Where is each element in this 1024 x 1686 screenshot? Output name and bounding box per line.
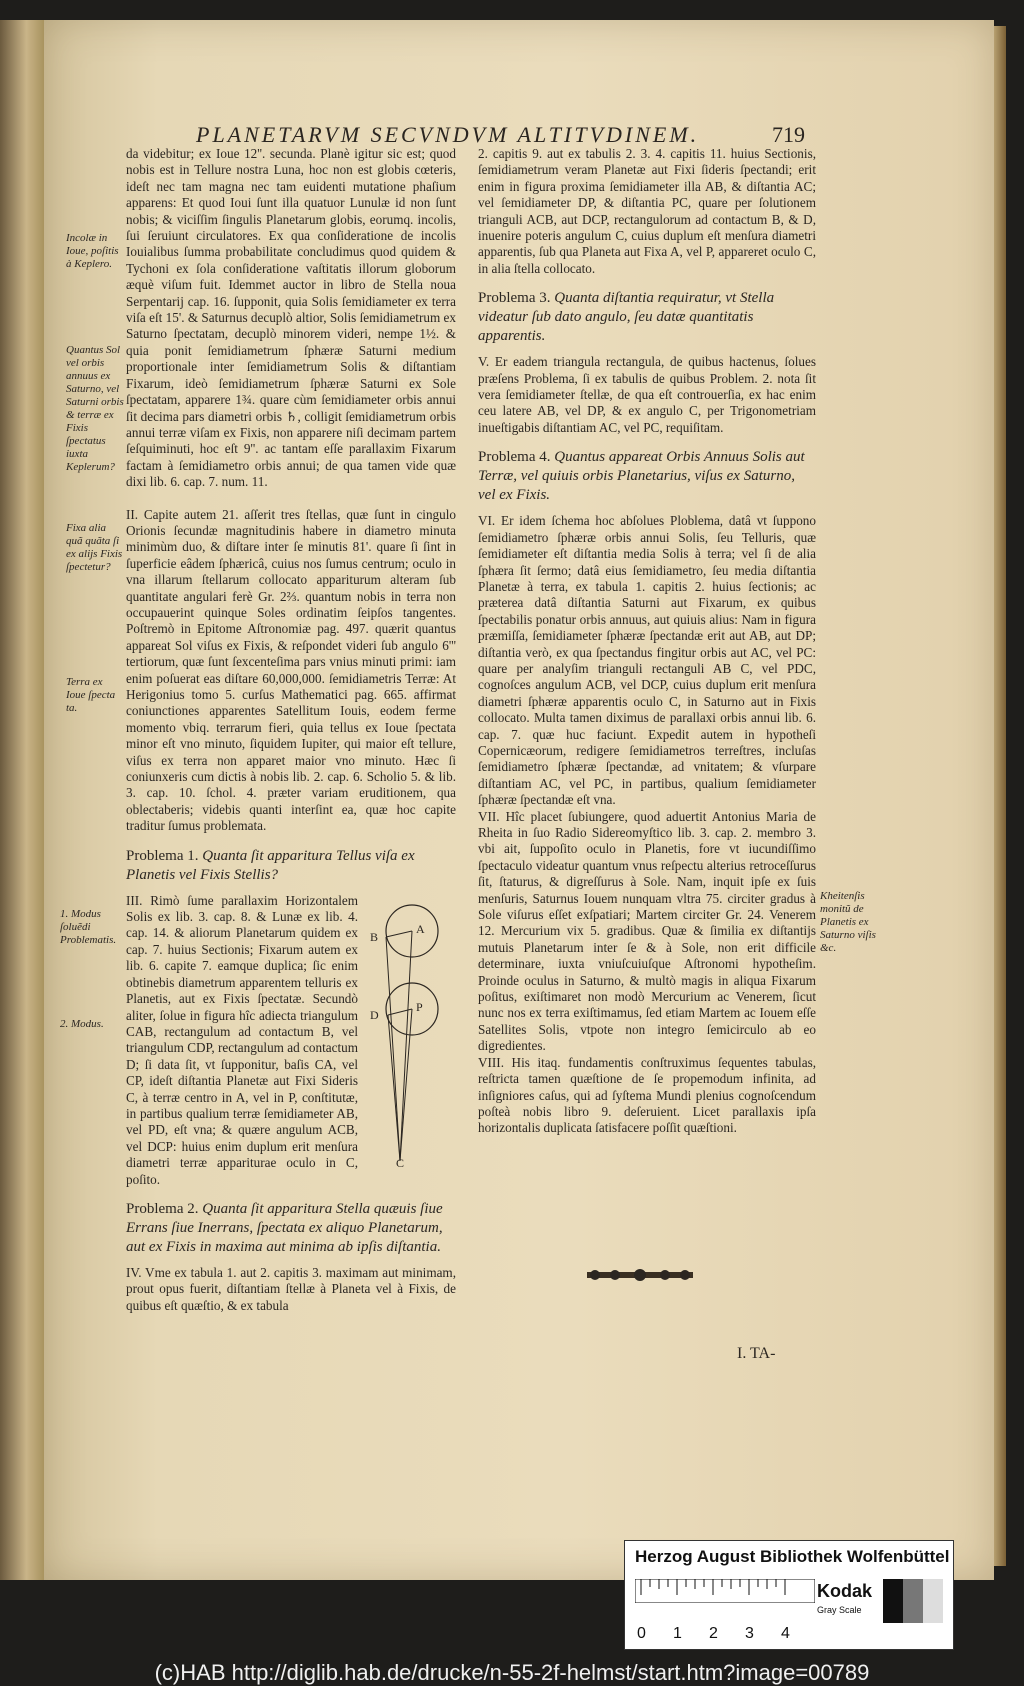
problem-4-question: Quantus appareat Orbis Annuus Solis aut Terræ, vel quiuis orbis Planetarius, viſus ex Saturno, vel ex Fixis. bbox=[478, 449, 805, 504]
kodak-logo: Kodak bbox=[817, 1581, 873, 1601]
right-paragraph-4: VII. Hîc placet ſubiungere, quod aduertit Antonius Maria de Rheita in ſuo Radio Sidereomyſtico lib. 3. cap. 2. membro 3. vbi ait, ſuppoſito oculo in Planetis, fore vt iucundiſſimo ſpectaculo videatur quantum vnus reſpectu alterius retroceſſurus ſit, ſtaturus, & digreſſurus à Sole. Nam, inquit ipſe ex ſuis menſuris, Saturnus Iouem nunquam vltra 75. circiter gradus à Sole viſurus eſſet exſpatiari; Martem circiter Gr. 24. Venerem 12. Mercurium vix 5. gradibus. Quæ & ſimilia ex diſtantijs mutuis Planetarum inter ſe & à Sole, non erit difficile determinare, iuxta vniuſcuiuſque Aſtronomi hypotheſim. Proinde oculus in Saturno, & multò magis in aliqua Fixarum poſitus, exiſtimaret non modò Mercurium ac Venerem, ſicut nunc nos ex terra exiſtimamus, ſed etiam Martem ac Iouem eſſe Satellites Solis, vtpote non integro ſemicirculo ab eo digredientes. bbox=[478, 808, 816, 1054]
line-ac bbox=[400, 931, 412, 1161]
margin-note-modus-1: 1. Modus ſoluẽdi Problematis. bbox=[60, 908, 117, 946]
running-head: PLANETARVM SECVNDVM ALTITVDINEM. bbox=[196, 122, 700, 147]
problem-3-label: Problema 3. bbox=[478, 290, 551, 307]
label-b: B bbox=[370, 929, 379, 944]
left-paragraph-2: II. Capite autem 21. aſſerit tres ſtellas, quæ ſunt in cingulo Orionis ſecundæ magnitudinis habere in diametro minuta minimùm duo, & diſtare inter ſe minutis 81'. quare ſi ſint in ſuperficie eâdem ſphæricâ, cuius nos ſumus centrum; oculo in vna illarum ſtellarum collocato appariturum alteram ſub quantitate angulari ferè Gr. 2⅔. quantum nobis in terra non occupauerint quinque Soles ordinatim ſeipſos tangentes. Poſtremò in Epitome Aſtronomiæ pag. 497. quærit quantus appareat Sol viſus ex Fixis, & reſpondet videri ſub angulo 6''' tertiorum, quæ ſunt ſexcenteſima pars vnius minuti primi: iam enim poſuerat eas diſtare 60,000,000. ſemidiametris Terræ: At Herigonius tomo 5. curſus Mathematici pag. 665. affirmat coniunctiones apparentes Satellitum Iouis, eodem ferme momento vbiq. terrarum fieri, quia tellus ex Ioue ſpectata minor eſt vno minuto, ſiquidem Iupiter, qui maior eſt tellure, viſus ex terra non apparet maior vno minuto. Hæc ſi coniunxeris cum dictis à nobis lib. 2. cap. 6. Scholio 5. & lib. 3. cap. 10. ſchol. 4. præter variam eruditionem, qua oblectaberis; videbis quanti interſint ea, quæ hoc capite traditur ſumus problemata. bbox=[126, 506, 456, 834]
geometry-figure bbox=[364, 899, 456, 1169]
problem-4-heading bbox=[478, 448, 816, 505]
line-ab bbox=[386, 931, 412, 937]
problem-2-label: Problema 2. bbox=[126, 1200, 199, 1217]
problem-2-heading bbox=[126, 1200, 456, 1257]
problem-3-heading bbox=[478, 289, 816, 346]
gray-scale-label: Gray Scale bbox=[817, 1605, 862, 1615]
left-paragraph-3: III. Rimò ſume parallaxim Horizontalem Solis ex lib. 3. cap. 8. & Lunæ ex lib. 4. cap. 14. & aliorum Planetarum quidem ex cap. 7. huius Sectionis; Fixarum autem ex lib. 6. capite 7. eamque duplica; ſic enim obtinebis diametrum apparentem telluris ex Planetis, aut ex Fixis ſpectatæ. Secundò aliter, ſolue in figura hîc adiecta triangulum CAB, rectangulum ad contactum B, vel triangulum CDP, rectangulum ad contactum D; ſi data ſit, vt ſupponitur, baſis CA, vel CP, ideſt diſtantia Planetæ aut Fixi Sideris C, à terræ centro in A, vel in P, conſtitutæ, in partibus qualium terræ ſemidiameter AB, vel PD, eſt vna; & quære angulum ACB, vel DCP: huius enim duplum erit menſura diametri terræ appariturae oculo in C, poſito. bbox=[126, 892, 358, 1187]
problem-3-question: Quanta diſtantia requiratur, vt Stella videatur ſub dato angulo, ſeu datæ quantitatis apparentis. bbox=[478, 290, 775, 345]
label-p: P bbox=[416, 999, 423, 1014]
copyright-footer: (c)HAB http://diglib.hab.de/drucke/n-55-2f-helmst/start.htm?image=00789 bbox=[154, 1660, 870, 1685]
printer-ornament bbox=[585, 1266, 695, 1284]
problem-2-question: Quanta ſit apparitura Stella quæuis ſiue Errans ſiue Inerrans, ſpectata ex aliquo Planetarum, aut ex Fixis in maxima aut minima ab ipſis diſtantia. bbox=[126, 1200, 443, 1255]
ruler bbox=[635, 1579, 815, 1603]
scale-number-2: 2 bbox=[709, 1625, 718, 1642]
adjacent-page-edge bbox=[0, 20, 44, 1580]
gray-patch-mid bbox=[903, 1579, 923, 1623]
margin-note-incolae: Incolæ in Ioue, poſitis à Keplero. bbox=[66, 232, 119, 270]
margin-note-kheitensis: Kheitenſis monitũ de Planetis ex Saturno viſis &c. bbox=[820, 890, 876, 954]
left-paragraph-1: da videbitur; ex Ioue 12''. secunda. Planè igitur sic est; quod nobis est in Tellure nostra Luna, hoc non est globis cœteris, ideſt nec tam magna nec tam euidenti mutatione phaſium apparens: Et quod Ioui ſunt illa quatuor Lunulæ id non ſunt nobis; & viciſſim ſingulis Planetarum globis, eorumq. incolis, ſui ſeruiunt circulatores. Ex qua conſideratione de incolis Iouialibus ſumma probabilitate concludimus quod quidem & Tychoni ex ſola conſideratione vaſtitatis illorum globorum æquè viſum fuit. Idemmet auctor in libro de Stella noua Serpentarij cap. 16. ſupponit, quia Solis ſemidiameter ex terra viſa eſt 15'. & Saturnus decuplò altior, Solis ſemidiametrum ex Saturno ſpectatam, decuplò minorem videri, nempe 1½. & quia ponit ſemidiametrum ſphæræ Saturni medium proportionale inter ſemidiametrum Solis & diſtantiam Fixarum, ideò ſemidiametrum ſphæræ Saturni ex Sole ſpectatam, apparere 1¾. quare cùm ſemidiameter orbis annui ſit decima pars diametri orbis ♄, colligit ſemidiametrum orbis annui terræ viſam ex Fixis, non apparere niſi decimam partem ſeſquiminuti, hoc eſt 9''. ac tantam eſſe parallaxim Fixarum factam à ſemidiametro orbis annui; de qua tamen vide quæ dixi lib. 6. cap. 7. num. 11. bbox=[126, 146, 456, 490]
line-dp bbox=[388, 1009, 412, 1015]
page-fore-edge bbox=[994, 26, 1006, 1566]
margin-note-terra-ex-ioue: Terra ex Ioue ſpecta ta. bbox=[66, 676, 116, 714]
right-paragraph-2: V. Er eadem triangula rectangula, de quibus hactenus, ſolues præſens Problema, ſi ex tabulis de quibus Problem. 2. nota ſit vera ſemidiameter ſtellæ, de qua eſt controuerſia, ex hac enim ceu latere AB, vel DP, & ex angulo C, per Trigonometriam inueſtigabis diſtantiam AC, vel PC, requiſitam. bbox=[478, 354, 816, 435]
line-dc bbox=[388, 1015, 400, 1161]
right-paragraph-5: VIII. His itaq. fundamentis conſtruximus ſequentes tabulas, reſtricta tamen quæſtione de ſe propemodum infinita, ad inſigniores caſus, qui ad ſyſtema Mundi plenius cognoſcendum poſteà nobis libro 9. deſeruient. Licet parallaxis ipſa horizontalis duplicata ſatisfacere poſſit quæſtioni. bbox=[478, 1054, 816, 1136]
scale-number-0: 0 bbox=[637, 1625, 646, 1642]
right-column bbox=[478, 146, 816, 1137]
left-paragraph-4: IV. Vme ex tabula 1. aut 2. capitis 3. maximam aut minimam, prout opus fuerit, diſtantiam ſtellæ à Planeta vel à Fixis, de quibus eſt quæſtio, & ex tabula bbox=[126, 1264, 456, 1313]
margin-note-modus-2: 2. Modus. bbox=[60, 1018, 104, 1030]
color-scale-card bbox=[624, 1540, 954, 1650]
right-paragraph-3: VI. Er idem ſchema hoc abſolues Ploblema, datâ vt ſuppono ſemidiametro ſphæræ orbis annui Solis, ſeu Telluris, quæ ſemidiameter eſt diſtantia media Solis à terra; vel ſi de alia ſphæra ſit ſermo; datâ eius ſemidiametro, ſeu media diſtantia Planetæ à terra, ex tabula 1. capitis 2. huius ſectionis; ac præterea datâ diſtantia Saturni aut Fixarum, ex quibus ſpectabilis ponatur orbis annuus, aut quiuis alius: Nam in figura præmiſſa, ſemidiameter ſphæræ ſpectandæ erit aut AB, aut DP; diſtantia verò, ex qua ſpectandus fingitur orbis aut AC, vel PC: quare per analyſim trianguli rectanguli AB C, vel PDC, cognoſces angulum ACB, vel DCP, cuius duplum erit menſura diametri ſphæræ apparentis oculo C, in Saturno aut in Fixis collocato. Multa tamen diximus de parallaxi orbis annui lib. 6. cap. 7. quæ huc faciunt. Expedit autem in hypotheſi Copernicæorum, redigere ſemidiametros terreſtres, incluſas ſemidiametro ſphæræ ſpectandæ, ad vnitatem; & vſurpare diſtantiam AC, vel PC, in partibus, qualium ſemidiameter ſphæræ ſpectandæ eſt vna. bbox=[478, 513, 816, 808]
label-a: A bbox=[416, 921, 425, 936]
line-pc bbox=[400, 1009, 412, 1161]
problem-4-label: Problema 4. bbox=[478, 449, 551, 466]
scale-number-1: 1 bbox=[673, 1625, 682, 1642]
scale-number-3: 3 bbox=[745, 1625, 754, 1642]
line-bc bbox=[386, 937, 400, 1161]
margin-note-quantus-sol: Quantus Sol vel orbis annuus ex Saturno, vel Saturni orbis & terræ ex Fixis ſpectatus iuxta Keplerum? bbox=[66, 344, 124, 473]
problem-1-label: Problema 1. bbox=[126, 847, 199, 864]
scale-number-4: 4 bbox=[781, 1625, 790, 1642]
margin-note-fixa-alia: Fixa alia quã quãta ſi ex alijs Fixis ſpectetur? bbox=[66, 522, 123, 573]
page-number: 719 bbox=[772, 122, 805, 147]
problem-1-heading bbox=[126, 847, 456, 885]
problem-1-question: Quanta ſit apparitura Tellus viſa ex Planetis vel Fixis Stellis? bbox=[126, 847, 415, 883]
gray-patch-light bbox=[923, 1579, 943, 1623]
catchword: I. TA- bbox=[737, 1345, 776, 1362]
label-c: C bbox=[396, 1155, 405, 1169]
right-paragraph-1: 2. capitis 9. aut ex tabulis 2. 3. 4. capitis 11. huius Sectionis, ſemidiametrum veram Planetæ aut Fixi ſideris ſpectandi; erit enim in figura proxima ſemidiameter illa AB, & diſtantia AC; vel ſemidiameter DP, & diſtantia PC, quare per ſolutionem trianguli ACB, aut DCP, rectangulorum ad contactum B, & D, inuenire poteris angulum C, cuius duplum eſt menſura diametri apparentis, ſub qua Planeta aut Fixa A, vel P, appareret oculo C, in alia ſtella collocato. bbox=[478, 146, 816, 276]
label-d: D bbox=[370, 1007, 379, 1022]
gray-patch-black bbox=[883, 1579, 903, 1623]
left-column bbox=[126, 146, 456, 1314]
library-name: Herzog August Bibliothek Wolfenbüttel bbox=[635, 1547, 950, 1566]
